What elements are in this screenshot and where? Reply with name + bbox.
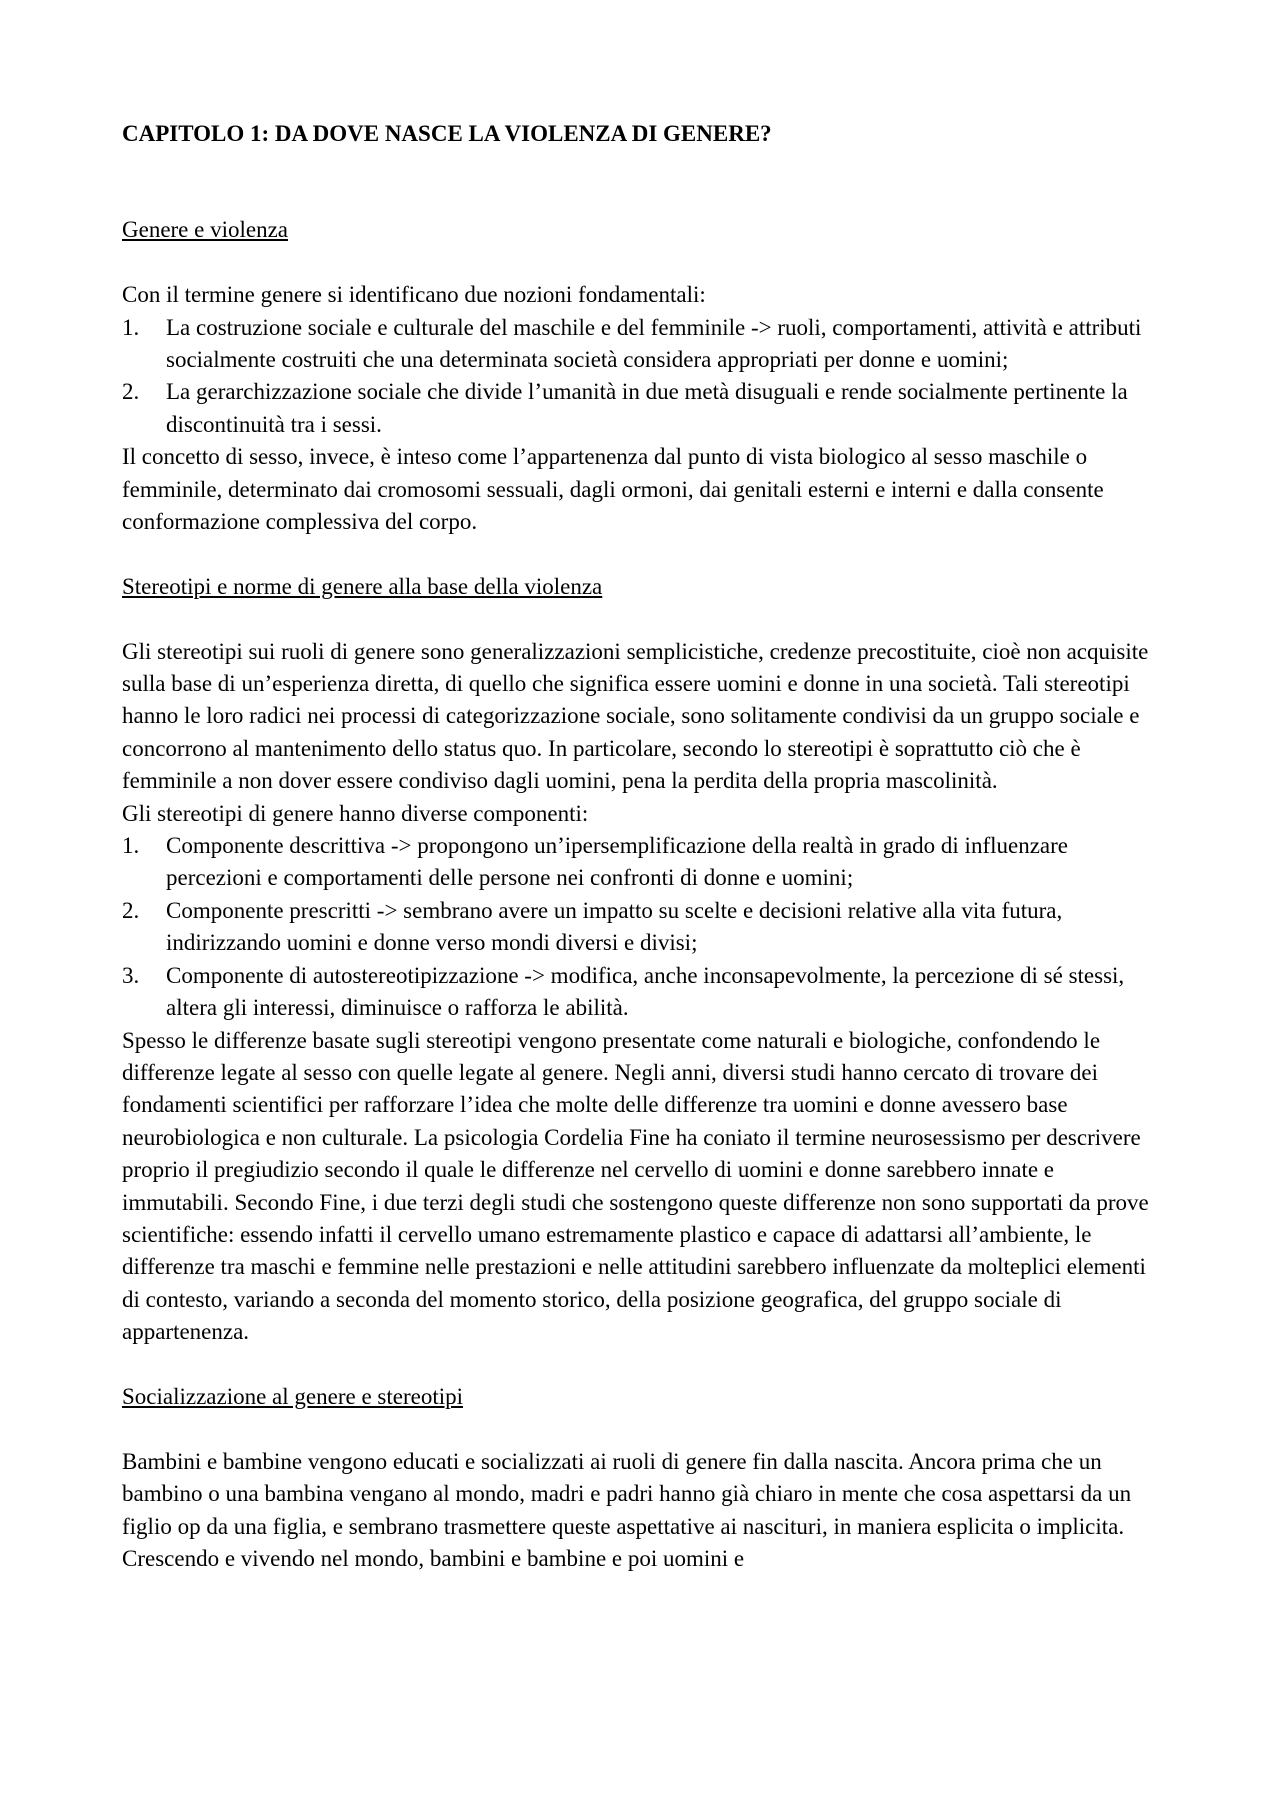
spacer: [122, 603, 1162, 635]
list-number: 2.: [122, 897, 140, 923]
section-heading-genere-e-violenza: Genere e violenza: [122, 217, 289, 243]
list-item-text: Componente descrittiva -> propongono un’ipersemplificazione della realtà in grado di influenzare percezioni e comportamenti delle persone nei confronti di donne e uomini;: [166, 833, 1068, 891]
list-number: 2.: [122, 379, 140, 405]
list-item: [122, 376, 1162, 441]
spacer: [122, 247, 1162, 279]
paragraph: Gli stereotipi di genere hanno diverse componenti:: [122, 800, 589, 826]
list-item: [122, 830, 1162, 895]
spacer: [122, 150, 1162, 214]
list-item-text: La gerarchizzazione sociale che divide l’umanità in due metà disuguali e rende socialmente pertinente la discontinuità tra i sessi.: [166, 379, 1128, 437]
list-item-text: Componente prescritti -> sembrano avere un impatto su scelte e decisioni relative alla vita futura, indirizzando uomini e donne verso mondi diversi e divisi;: [166, 897, 1063, 956]
list-item: [122, 960, 1162, 1025]
numbered-list: [122, 830, 1162, 1024]
list-number: 3.: [122, 962, 140, 988]
section-heading-stereotipi-e-norme: Stereotipi e norme di genere alla base della violenza: [122, 573, 603, 599]
paragraph: Il concetto di sesso, invece, è inteso come l’appartenenza dal punto di vista biologico al sesso maschile o femminile, determinato dai cromosomi sessuali, dagli ormoni, dai genitali esterni e interni e dalla consente conformazione complessiva del corpo.: [122, 444, 1104, 535]
list-number: 1.: [122, 833, 140, 859]
paragraph: Bambini e bambine vengono educati e socializzati ai ruoli di genere fin dalla nascita. Ancora prima che un bambino o una bambina vengano al mondo, madri e padri hanno già chiaro in mente che cosa aspettarsi da un figlio op da una figlia, e sembrano trasmettere queste aspettative ai nascituri, in maniera esplicita o implicita. Crescendo e vivendo nel mondo, bambini e bambine e poi uomini e: [122, 1448, 1132, 1571]
list-item: [122, 895, 1162, 960]
spacer: [122, 538, 1162, 570]
paragraph: Spesso le differenze basate sugli stereotipi vengono presentate come naturali e biologiche, confondendo le differenze legate al sesso con quelle legate al genere. Negli anni, diversi studi hanno cercato di trovare dei fondamenti scientifici per rafforzare l’idea che molte delle differenze tra uomini e donne avessero base neurobiologica e non culturale. La psicologia Cordelia Fine ha coniato il termine neurosessismo per descrivere proprio il pregiudizio secondo il quale le differenze nel cervello di uomini e donne sarebbero innate e immutabili. Secondo Fine, i due terzi degli studi che sostengono queste differenze non sono supportati da prove scientifiche: essendo infatti il cervello umano estremamente plastico e capace di adattarsi all’ambiente, le differenze tra maschi e femmine nelle prestazioni e nelle attitudini sarebbero influenzate da molteplici elementi di contesto, variando a seconda del momento storico, della posizione geografica, del gruppo sociale di appartenenza.: [122, 1027, 1149, 1345]
numbered-list: [122, 312, 1162, 442]
paragraph: Con il termine genere si identificano due nozioni fondamentali:: [122, 282, 706, 308]
spacer: [122, 1413, 1162, 1445]
paragraph: Gli stereotipi sui ruoli di genere sono generalizzazioni semplicistiche, credenze precostituite, cioè non acquisite sulla base di un’esperienza diretta, di quello che significa essere uomini e donne in una società. Tali stereotipi hanno le loro radici nei processi di categorizzazione sociale, sono solitamente condivisi da un gruppo sociale e concorrono al mantenimento dello status quo. In particolare, secondo lo stereotipi è soprattutto ciò che è femminile a non dover essere condiviso dagli uomini, pena la perdita della propria mascolinità.: [122, 638, 1149, 794]
spacer: [122, 1349, 1162, 1381]
list-item-text: Componente di autostereotipizzazione -> modifica, anche inconsapevolmente, la percezione di sé stessi, altera gli interessi, diminuisce o rafforza le abilità.: [166, 962, 1125, 1021]
chapter-title: CAPITOLO 1: DA DOVE NASCE LA VIOLENZA DI GENERE?: [122, 121, 772, 146]
list-item: [122, 312, 1162, 377]
list-number: 1.: [122, 314, 140, 340]
section-heading-socializzazione: Socializzazione al genere e stereotipi: [122, 1383, 463, 1409]
list-item-text: La costruzione sociale e culturale del maschile e del femminile -> ruoli, comportamenti, attività e attributi socialmente costruiti che una determinata società considera appropriati per donne e uomini;: [166, 314, 1142, 373]
